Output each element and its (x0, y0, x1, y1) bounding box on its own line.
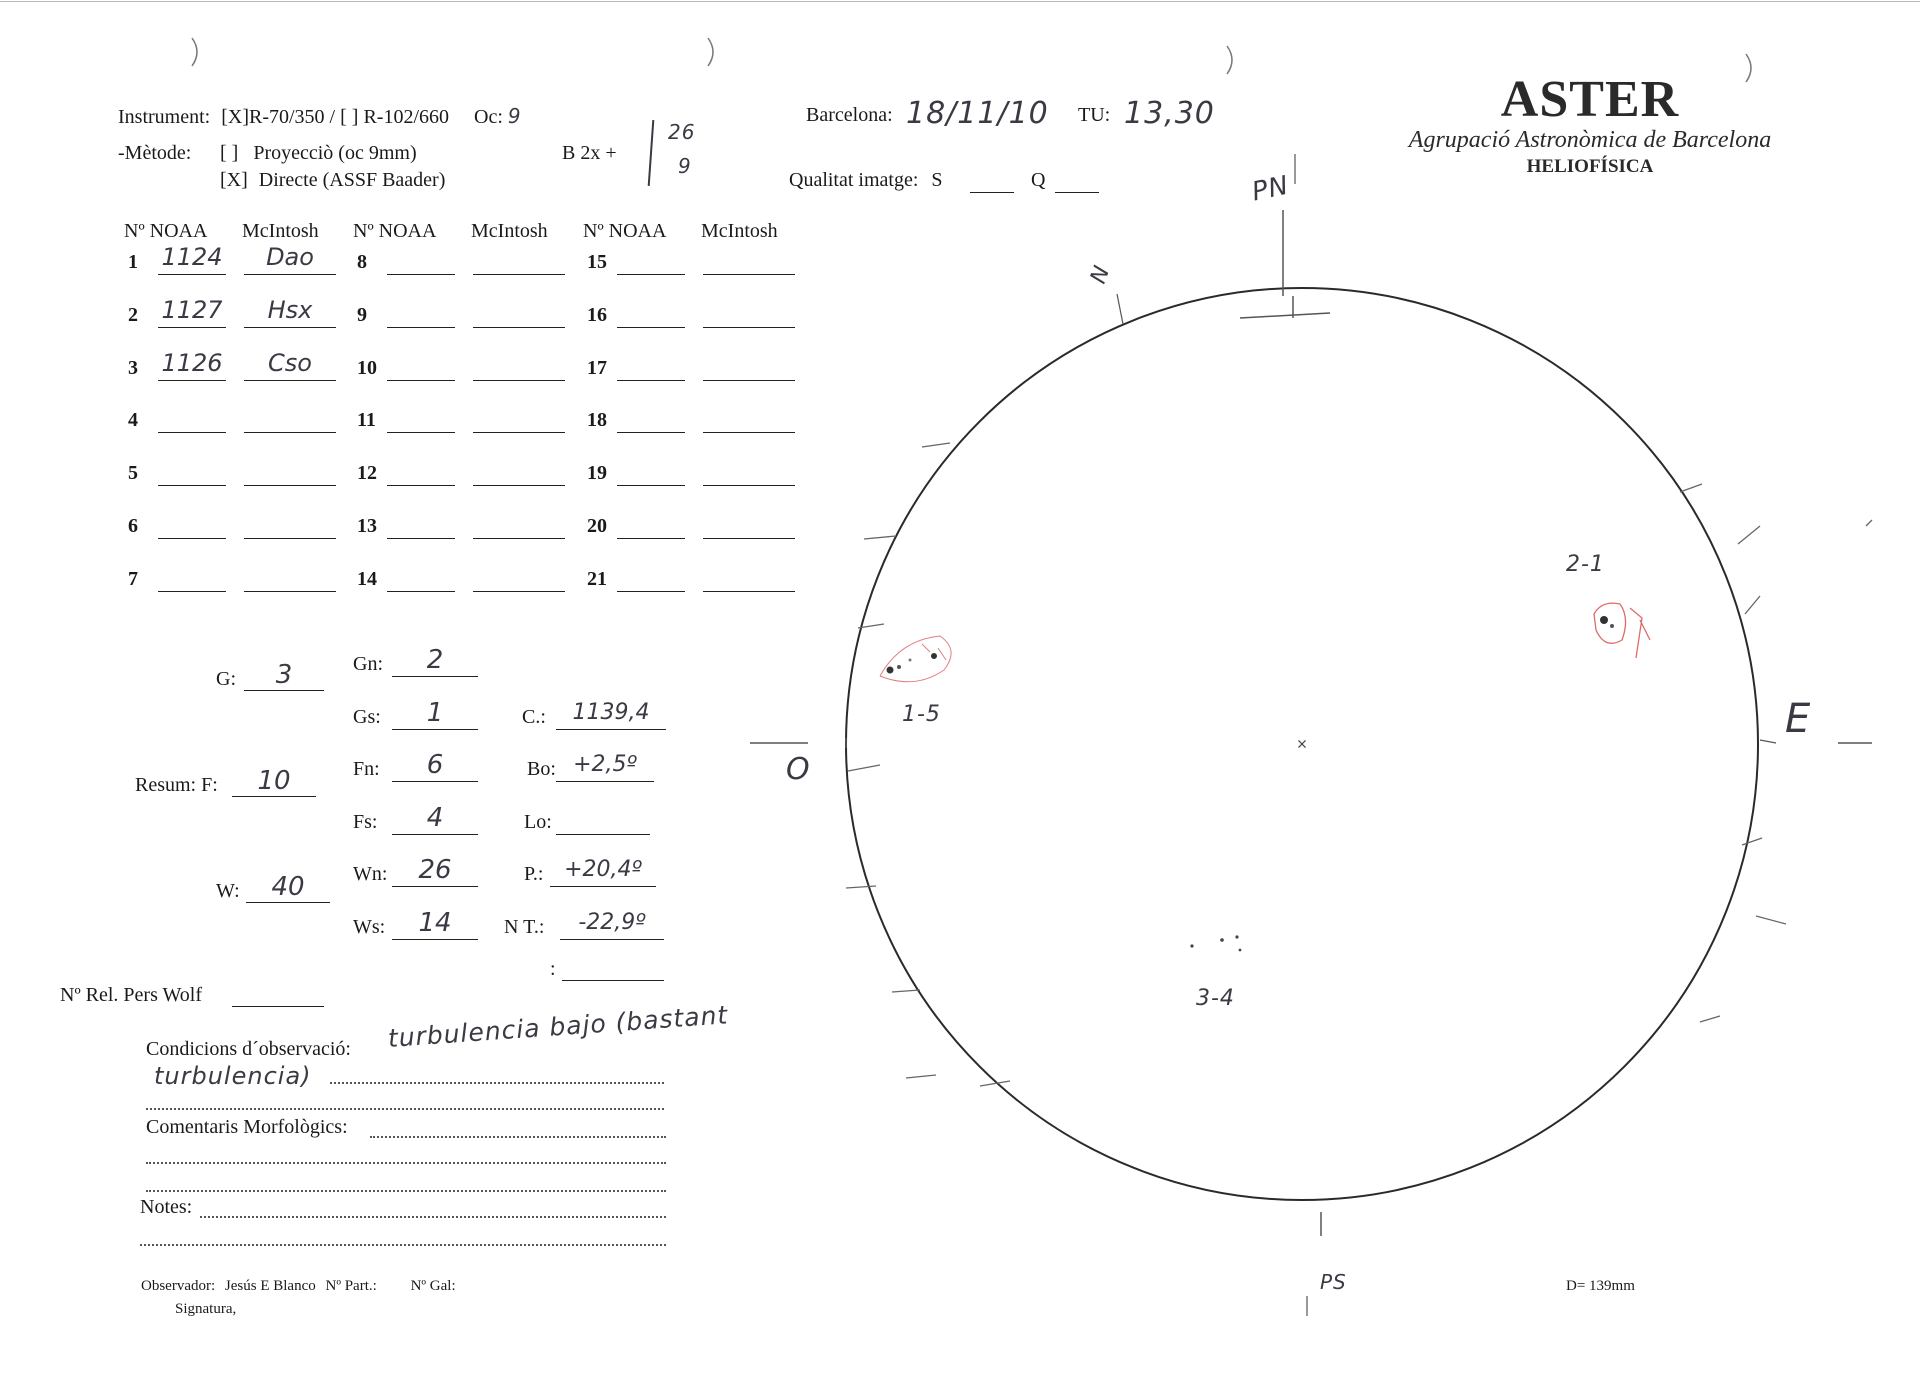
row-number: 15 (587, 251, 607, 273)
noaa-field-line (617, 485, 685, 486)
nt-field-line (560, 939, 664, 940)
noaa-field[interactable]: 1124 (161, 243, 223, 271)
east-tick (1760, 740, 1776, 743)
nt-value[interactable]: -22,9º (578, 910, 646, 935)
noaa-field-line (387, 327, 455, 328)
noaa-field-line (387, 485, 455, 486)
notes-label: Notes: (140, 1196, 193, 1218)
row-number: 1 (128, 251, 138, 273)
quality-label: Qualitat imatge: (789, 169, 919, 191)
pn-label: PN (1249, 170, 1292, 208)
observer-row (141, 1278, 456, 1295)
binder-hole-2 (708, 38, 713, 66)
mcintosh-field-line (473, 591, 565, 592)
noaa-field-line (387, 538, 455, 539)
gn-value[interactable]: 2 (426, 645, 444, 675)
row-number: 18 (587, 409, 607, 432)
gn-label: Gn: (353, 653, 383, 675)
row-number: 6 (128, 515, 138, 537)
p-label: P.: (524, 863, 544, 885)
method-opt1-checkbox[interactable]: [ ] (220, 142, 239, 164)
gs-value[interactable]: 1 (426, 698, 444, 728)
ps-label: PS (1320, 1270, 1347, 1294)
noaa-field-line (617, 432, 685, 433)
c-label: C.: (522, 706, 546, 728)
quality-s-label: S (931, 169, 943, 191)
fs-field-line (392, 834, 478, 835)
wn-label: Wn: (353, 863, 388, 885)
sunspot-group-2 (1594, 603, 1650, 658)
method-label: -Mètode: (118, 142, 192, 164)
morph-dots-1 (370, 1136, 666, 1138)
mcintosh-field-line (703, 432, 795, 433)
row-number: 8 (357, 251, 367, 273)
gal-label: Nº Gal: (410, 1278, 456, 1294)
bo-field-line (556, 781, 654, 782)
sunspot-group-3 (1190, 935, 1241, 951)
sunspot-group-1 (880, 636, 951, 682)
mcintosh-field-line (703, 538, 795, 539)
wn-value[interactable]: 26 (418, 855, 452, 885)
conditions-value[interactable]: turbulencia bajo (bastant (386, 1000, 730, 1053)
row-number: 11 (357, 409, 376, 432)
noaa-field-line (158, 591, 226, 592)
mcintosh-field-line (473, 538, 565, 539)
ws-label: Ws: (353, 916, 386, 938)
method-opt1-label: Proyecciò (oc 9mm) (253, 142, 417, 164)
g-value[interactable]: 3 (275, 660, 293, 690)
w-field-line (246, 902, 330, 903)
noaa-field-line (158, 432, 226, 433)
b2x-bottom-value[interactable]: 9 (678, 154, 692, 178)
penumbra-group-2 (1594, 603, 1650, 658)
logo-title: ASTER (1500, 71, 1680, 128)
resum-label: Resum: F: (135, 774, 218, 796)
observer-label: Observador: (141, 1278, 216, 1294)
notes-dots-2 (140, 1244, 666, 1246)
noaa-field-line (158, 327, 226, 328)
row-number: 21 (587, 567, 607, 590)
noaa-field-line (617, 327, 685, 328)
nt-label: N T.: (504, 916, 545, 938)
fn-label: Fn: (353, 758, 380, 780)
mcintosh-field-line (244, 538, 336, 539)
noaa-field-line (617, 274, 685, 275)
west-label: O (786, 752, 811, 787)
table-header-noaa-col1: Nº NOAA (124, 220, 208, 242)
pn-tick (1240, 313, 1330, 318)
noaa-field-line (387, 274, 455, 275)
mcintosh-field-line (244, 485, 336, 486)
row-number: 7 (128, 567, 138, 590)
mcintosh-field[interactable]: Cso (268, 348, 312, 377)
colon-label: : (550, 958, 556, 980)
mcintosh-field-line (244, 327, 336, 328)
row-number: 20 (587, 515, 607, 537)
tu-label: TU: (1078, 104, 1111, 126)
instrument-opt1-checkbox[interactable]: [X] (221, 106, 249, 128)
ws-value[interactable]: 14 (418, 908, 452, 938)
b2x-bracket (648, 120, 655, 186)
row-number: 16 (587, 303, 607, 326)
w-value[interactable]: 40 (271, 872, 305, 902)
instrument-label: Instrument: (118, 106, 211, 128)
b2x-label: B 2x + (562, 142, 617, 164)
mcintosh-field[interactable]: Hsx (267, 295, 313, 324)
c-field-line (556, 729, 666, 730)
row-number: 17 (587, 356, 607, 379)
rim-marks (846, 443, 1872, 1086)
table-header-noaa-col3: Nº NOAA (583, 220, 667, 242)
mcintosh-field[interactable]: Dao (266, 243, 314, 271)
noaa-field-line (158, 485, 226, 486)
wolf-label: Nº Rel. Pers Wolf (60, 984, 202, 1006)
p-field-line (550, 886, 656, 887)
row-number: 19 (587, 462, 607, 485)
row-number: 10 (357, 356, 377, 379)
row-number: 5 (128, 462, 138, 485)
east-label: E (1785, 696, 1812, 742)
mcintosh-field-line (244, 274, 336, 275)
fs-label: Fs: (353, 811, 378, 833)
conditions-value-2[interactable]: turbulencia) (154, 1062, 312, 1090)
quality-q-field[interactable] (1055, 192, 1099, 193)
noaa-field[interactable]: 1126 (161, 348, 223, 377)
gs-label: Gs: (353, 706, 381, 728)
tu-value[interactable]: 13,30 (1124, 96, 1215, 131)
mcintosh-field-line (473, 485, 565, 486)
conditions-label: Condicions d´observació: (146, 1038, 351, 1060)
method-opt2-checkbox[interactable]: [X] (220, 169, 248, 191)
mcintosh-field-line (703, 327, 795, 328)
method-opt2 (220, 169, 445, 192)
noaa-field-line (158, 538, 226, 539)
mcintosh-field-line (244, 380, 336, 381)
binder-hole-3 (1227, 46, 1232, 74)
mcintosh-field-line (473, 274, 565, 275)
solar-disk (846, 288, 1758, 1200)
table-header-noaa-col2: Nº NOAA (353, 220, 437, 242)
conditions-dots-1 (330, 1082, 664, 1084)
diameter-label: D= 139mm (1566, 1278, 1635, 1294)
bo-value[interactable]: +2,5º (573, 752, 637, 777)
logo-block (1380, 70, 1800, 178)
morph-dots-2 (146, 1162, 666, 1164)
lo-label: Lo: (524, 811, 552, 833)
mcintosh-field-line (473, 432, 565, 433)
morph-dots-3 (146, 1190, 666, 1192)
group-label-3: 3-4 (1196, 986, 1235, 1011)
row-number: 3 (128, 356, 138, 379)
binder-hole-1 (192, 38, 197, 66)
table-header-mcintosh-col2: McIntosh (471, 220, 548, 242)
g-field-line (244, 690, 324, 691)
row-number: 14 (357, 567, 377, 590)
f-field-line (232, 796, 316, 797)
mcintosh-field-line (473, 380, 565, 381)
extra-field[interactable] (562, 980, 664, 981)
instrument-opt2-label: R-102/660 (363, 106, 449, 128)
signature-label: Signatura, (175, 1301, 237, 1317)
row-number: 4 (128, 409, 138, 432)
observer-name: Jesús E Blanco (224, 1278, 316, 1294)
wn-field-line (392, 886, 478, 887)
noaa-field-line (617, 538, 685, 539)
ocular-label: Oc: (474, 106, 503, 128)
ws-field-line (392, 939, 478, 940)
part-label: Nº Part.: (325, 1278, 377, 1294)
lo-field-line (556, 834, 650, 835)
mcintosh-field-line (703, 274, 795, 275)
date-value[interactable]: 18/11/10 (906, 96, 1049, 131)
noaa-field-line (387, 432, 455, 433)
fs-value[interactable]: 4 (426, 803, 444, 833)
penumbra-group-1 (880, 636, 951, 682)
logo-section: HELIOFÍSICA (1526, 156, 1654, 177)
quality-s-field[interactable] (970, 192, 1014, 193)
noaa-field-line (387, 380, 455, 381)
noaa-field-line (158, 380, 226, 381)
fn-field-line (392, 781, 478, 782)
logo-subtitle: Agrupació Astronòmica de Barcelona (1408, 127, 1772, 153)
mcintosh-field-line (244, 591, 336, 592)
instrument-opt1-label: R-70/350 / (248, 106, 336, 128)
f-value[interactable]: 10 (257, 766, 291, 796)
wolf-field[interactable] (232, 1006, 324, 1007)
noaa-field-line (617, 591, 685, 592)
mcintosh-field-line (473, 327, 565, 328)
north-tick (1117, 294, 1123, 324)
w-label: W: (216, 880, 240, 902)
instrument-row (118, 104, 522, 129)
c-value[interactable]: 1139,4 (572, 700, 650, 725)
quality-row (789, 169, 943, 192)
mcintosh-field-line (244, 432, 336, 433)
row-number: 13 (357, 515, 377, 537)
p-value[interactable]: +20,4º (564, 857, 642, 882)
row-number: 12 (357, 462, 377, 485)
method-opt2-label: Directe (ASSF Baader) (258, 169, 446, 191)
b2x-top-value[interactable]: 26 (668, 120, 696, 144)
gs-field-line (392, 729, 478, 730)
gn-field-line (392, 676, 478, 677)
g-label: G: (216, 668, 236, 690)
quality-q-label: Q (1031, 169, 1046, 191)
table-header-mcintosh-col1: McIntosh (242, 220, 319, 242)
row-number: 2 (128, 303, 138, 326)
mcintosh-field-line (703, 380, 795, 381)
noaa-field-line (617, 380, 685, 381)
morph-label: Comentaris Morfològics: (146, 1116, 348, 1138)
group-label-1: 1-5 (902, 702, 941, 727)
noaa-field[interactable]: 1127 (161, 295, 223, 324)
instrument-opt2-checkbox[interactable]: [ ] (340, 106, 359, 128)
ocular-value[interactable]: 9 (507, 104, 522, 128)
notes-dots-1 (200, 1216, 666, 1218)
mcintosh-field-line (703, 485, 795, 486)
method-opt1 (220, 142, 417, 165)
bo-label: Bo: (527, 758, 556, 780)
place-label: Barcelona: (806, 104, 893, 126)
disk-centre-mark (1295, 737, 1309, 751)
table-header-mcintosh-col3: McIntosh (701, 220, 778, 242)
conditions-dots-2 (146, 1108, 664, 1110)
noaa-field-line (387, 591, 455, 592)
noaa-field-line (158, 274, 226, 275)
n-label: N (1086, 262, 1116, 287)
page-top-edge (0, 1, 1920, 2)
mcintosh-field-line (703, 591, 795, 592)
group-label-2: 2-1 (1566, 552, 1605, 577)
row-number: 9 (357, 303, 367, 326)
fn-value[interactable]: 6 (426, 750, 444, 780)
